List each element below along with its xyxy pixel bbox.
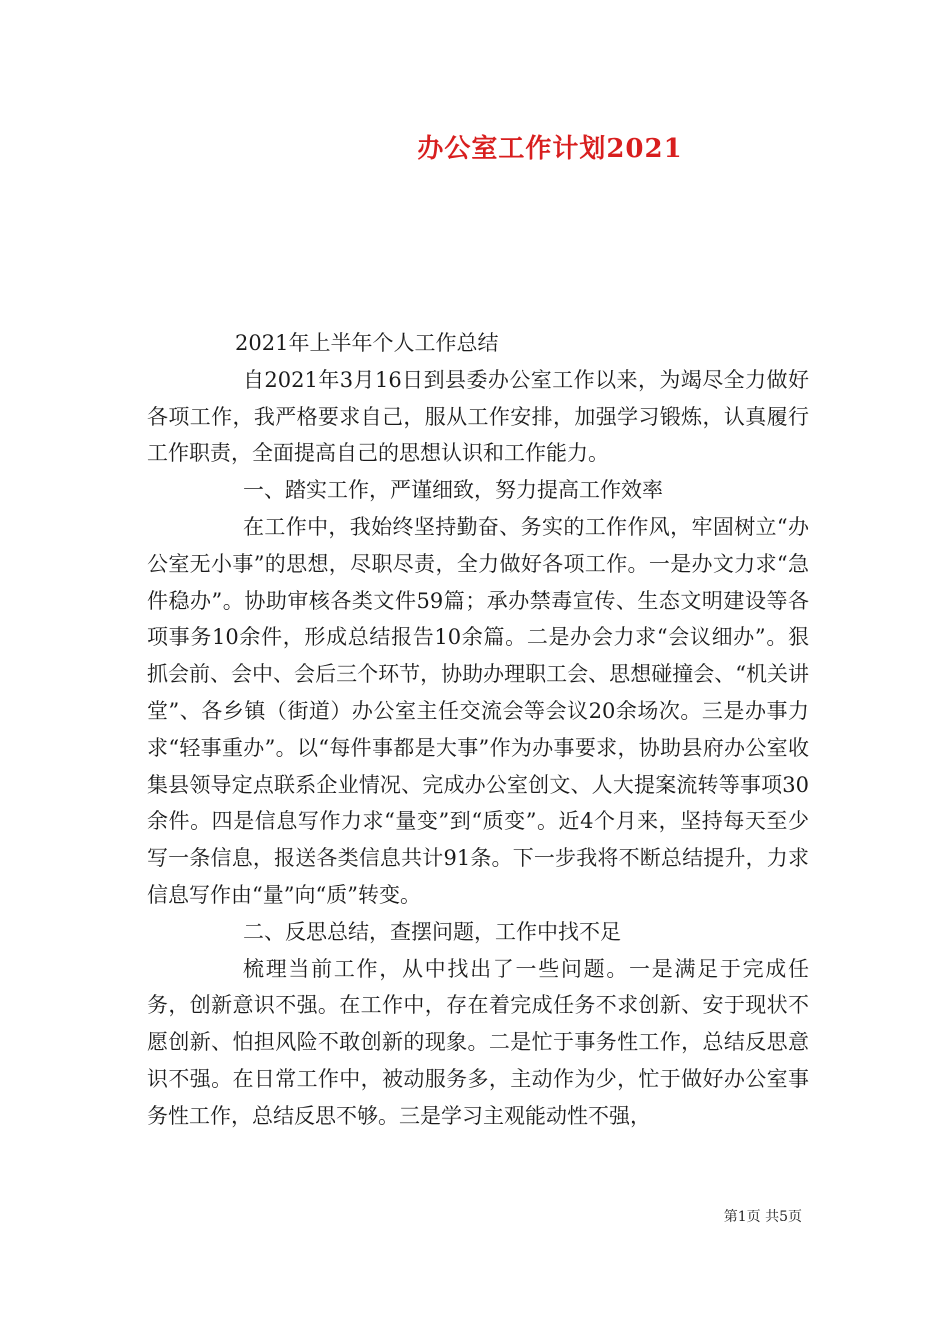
section-heading-1: 一、踏实工作，严谨细致，努力提高工作效率: [243, 478, 663, 503]
paragraph-intro: 自2021年3月16日到县委办公室工作以来，为竭尽全力做好各项工作，我严格要求自己，服从工作安排，加强学习锻炼，认真履行工作职责，全面提高自己的思想认识和工作能力。: [147, 367, 809, 466]
section-heading-2: 二、反思总结，查摆问题，工作中找不足: [243, 919, 621, 944]
document-title: 办公室工作计划2021: [417, 134, 683, 164]
document-body: [147, 325, 809, 1135]
page-number-footer: 第1页 共5页: [723, 1209, 802, 1225]
paragraph-section-2: 梳理当前工作，从中找出了一些问题。一是满足于完成任务，创新意识不强。在工作中，存在着完成任务不求创新、安于现状不愿创新、怕担风险不敢创新的现象。二是忙于事务性工作，总结反思意识不强。在日常工作中，被动服务多，主动作为少，忙于做好办公室事务性工作，总结反思不够。三是学习主观能动性不强，: [147, 956, 809, 1128]
document-subtitle: 2021年上半年个人工作总结: [235, 331, 499, 355]
paragraph-section-1: 在工作中，我始终坚持勤奋、务实的工作作风，牢固树立“办公室无小事”的思想，尽职尽责，全力做好各项工作。一是办文力求“急件稳办”。协助审核各类文件59篇；承办禁毒宣传、生态文明建设等各项事务10余件，形成总结报告10余篇。二是办会力求“会议细办”。狠抓会前、会中、会后三个环节，协助办理职工会、思想碰撞会、“机关讲堂”、各乡镇（街道）办公室主任交流会等会议20余场次。三是办事力求“轻事重办”。以“每件事都是大事”作为办事要求，协助县府办公室收集县领导定点联系企业情况、完成办公室创文、人大提案流转等事项30余件。四是信息写作力求“量变”到“质变”。近4个月来，坚持每天至少写一条信息，报送各类信息共计91条。下一步我将不断总结提升，力求信息写作由“量”向“质”转变。: [147, 514, 809, 907]
